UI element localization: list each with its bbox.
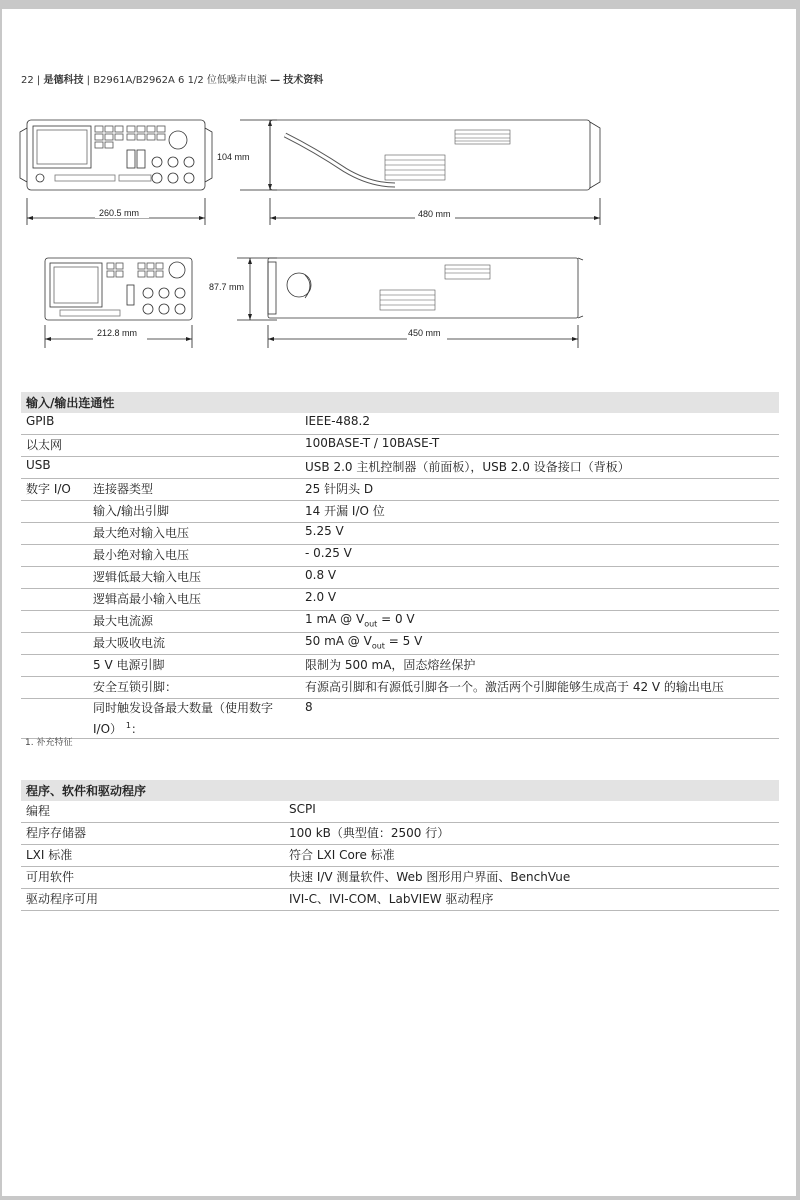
row-value: 100 kB（典型值：2500 行） xyxy=(284,823,779,845)
page-number: 22 xyxy=(21,75,34,86)
row-label: 最大吸收电流 xyxy=(88,633,300,655)
row-group-label: 数字 I/O xyxy=(21,479,88,501)
row-value: IVI-C、IVI-COM、LabVIEW 驱动程序 xyxy=(284,889,779,911)
table-row xyxy=(21,801,779,823)
row-value: 0.8 V xyxy=(300,567,779,589)
table-row xyxy=(21,413,779,435)
row-value: 8 xyxy=(300,699,779,739)
dim-height-top: 104 mm xyxy=(217,152,250,162)
row-label: 可用软件 xyxy=(21,867,284,889)
table-row xyxy=(21,611,779,633)
table-row xyxy=(21,435,779,457)
row-value: 2.0 V xyxy=(300,589,779,611)
page-frame-left xyxy=(0,0,2,1200)
row-label: 最大电流源 xyxy=(88,611,300,633)
row-value: 有源高引脚和有源低引脚各一个。激活两个引脚能够生成高于 42 V 的输出电压 xyxy=(300,677,779,699)
row-value: IEEE-488.2 xyxy=(300,413,779,435)
row-group-label xyxy=(21,589,88,611)
section-header xyxy=(21,780,779,801)
dim-height-bottom: 87.7 mm xyxy=(209,282,245,292)
row-label: 最大绝对输入电压 xyxy=(88,523,300,545)
page-frame-right xyxy=(796,0,800,1200)
row-label: 逻辑低最大输入电压 xyxy=(88,567,300,589)
company-name: 是德科技 xyxy=(43,75,84,86)
header-dash: — xyxy=(270,75,281,86)
product-name: B2961A/B2962A 6 1/2 位低噪声电源 xyxy=(93,75,267,86)
row-group-label xyxy=(21,567,88,589)
table-row xyxy=(21,457,779,479)
table-row xyxy=(21,677,779,699)
row-label: 安全互锁引脚： xyxy=(88,677,300,699)
dim-depth-top: 480 mm xyxy=(418,209,451,219)
section-title: 程序、软件和驱动程序 xyxy=(21,780,779,801)
row-label: 同时触发设备最大数量（使用数字 I/O） $^1$： xyxy=(88,699,300,739)
dim-width-top: 260.5 mm xyxy=(99,208,140,218)
section-title: 输入/输出连通性 xyxy=(21,392,779,413)
front-view-small xyxy=(45,258,192,320)
programming-table xyxy=(21,780,779,911)
footnote: 1. 补充特征 xyxy=(25,738,73,748)
row-label: 5 V 电源引脚 xyxy=(88,655,300,677)
page-frame-top xyxy=(0,0,800,9)
row-value: - 0.25 V xyxy=(300,545,779,567)
row-value: 25 针阴头 D xyxy=(300,479,779,501)
io-connectivity-table xyxy=(21,392,779,739)
table-row xyxy=(21,501,779,523)
table-row xyxy=(21,889,779,911)
section-header xyxy=(21,392,779,413)
page-frame-bottom xyxy=(0,1196,800,1200)
table-row xyxy=(21,589,779,611)
row-value: 快速 I/V 测量软件、Web 图形用户界面、BenchVue xyxy=(284,867,779,889)
row-label: 输入/输出引脚 xyxy=(88,501,300,523)
row-value: USB 2.0 主机控制器（前面板），USB 2.0 设备接口（背板） xyxy=(300,457,779,479)
table-row xyxy=(21,479,779,501)
side-view-small xyxy=(268,258,583,318)
table-row xyxy=(21,523,779,545)
row-value: 限制为 500 mA，固态熔丝保护 xyxy=(300,655,779,677)
row-value: 1 mA @ $V_{out} = 0$ V xyxy=(300,611,779,633)
row-label: 最小绝对输入电压 xyxy=(88,545,300,567)
table-row xyxy=(21,655,779,677)
table-row xyxy=(21,699,779,739)
row-value: 50 mA @ $V_{out} = 5$ V xyxy=(300,633,779,655)
row-value: 14 开漏 I/O 位 xyxy=(300,501,779,523)
row-label: 以太网 xyxy=(21,435,300,457)
table-row xyxy=(21,845,779,867)
front-view-large xyxy=(20,120,212,190)
row-label: USB xyxy=(21,457,300,479)
row-label: 连接器类型 xyxy=(88,479,300,501)
row-group-label xyxy=(21,545,88,567)
table-row xyxy=(21,823,779,845)
row-group-label xyxy=(21,523,88,545)
row-group-label xyxy=(21,501,88,523)
row-label: 逻辑高最小输入电压 xyxy=(88,589,300,611)
dim-depth-bottom: 450 mm xyxy=(408,328,441,338)
row-value: SCPI xyxy=(284,801,779,823)
doc-type: 技术资料 xyxy=(283,75,324,86)
row-label: GPIB xyxy=(21,413,300,435)
table-row xyxy=(21,633,779,655)
table-row xyxy=(21,545,779,567)
table-row xyxy=(21,867,779,889)
row-value: 100BASE-T / 10BASE-T xyxy=(300,435,779,457)
running-header: 22 | 是德科技 | B2961A/B2962A 6 1/2 位低噪声电源 — 技术资料 xyxy=(21,75,324,86)
side-view-large xyxy=(270,120,600,190)
row-label: 程序存储器 xyxy=(21,823,284,845)
dimension-drawings xyxy=(15,110,615,355)
row-label: 驱动程序可用 xyxy=(21,889,284,911)
row-value: 5.25 V xyxy=(300,523,779,545)
dim-width-bottom: 212.8 mm xyxy=(97,328,138,338)
row-value: 符合 LXI Core 标准 xyxy=(284,845,779,867)
row-label: 编程 xyxy=(21,801,284,823)
row-label: LXI 标准 xyxy=(21,845,284,867)
table-row xyxy=(21,567,779,589)
